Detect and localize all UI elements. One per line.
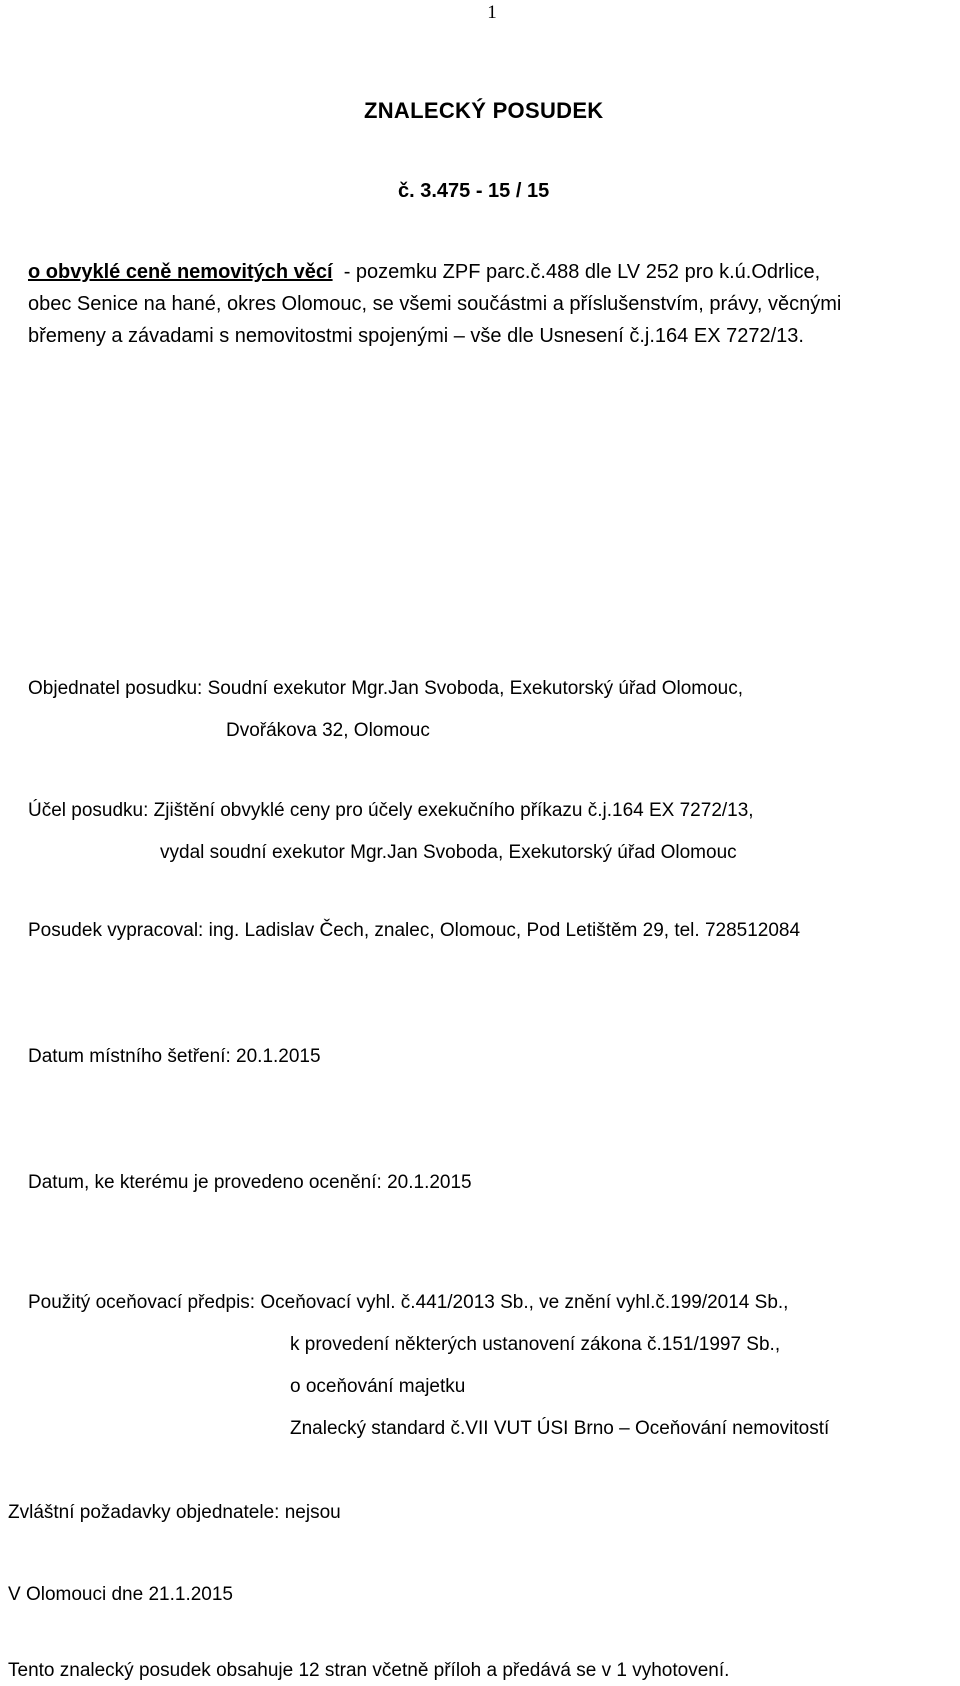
- closing-statement: Tento znalecký posudek obsahuje 12 stran včetně příloh a předává se v 1 vyhotovení.: [8, 1660, 730, 1681]
- ordered-by-line-2: Dvořákova 32, Olomouc: [226, 720, 430, 741]
- place-date: V Olomouci dne 21.1.2015: [8, 1584, 233, 1605]
- regulation-line-4: Znalecký standard č.VII VUT ÚSI Brno – Oceňování nemovitostí: [290, 1418, 830, 1439]
- valuation-date: Datum, ke kterému je provedeno ocenění: 20.1.2015: [28, 1172, 472, 1193]
- inspection-date: Datum místního šetření: 20.1.2015: [28, 1046, 321, 1067]
- purpose-line-2: vydal soudní exekutor Mgr.Jan Svoboda, Exekutorský úřad Olomouc: [160, 842, 737, 863]
- subject-lead: o obvyklé ceně nemovitých věcí: [28, 261, 333, 283]
- regulation-line-2: k provedení některých ustanovení zákona č.151/1997 Sb.,: [290, 1334, 781, 1355]
- subject-line-3: břemeny a závadami s nemovitostmi spojenými – vše dle Usnesení č.j.164 EX 7272/13.: [28, 325, 804, 347]
- subject-line-2: obec Senice na hané, okres Olomouc, se všemi součástmi a příslušenstvím, právy, věcnými: [28, 293, 842, 315]
- subject-block: [28, 256, 841, 352]
- page-number: 1: [487, 2, 497, 23]
- regulation-line-3: o oceňování majetku: [290, 1376, 466, 1397]
- author-line: Posudek vypracoval: ing. Ladislav Čech, znalec, Olomouc, Pod Letištěm 29, tel. 728512084: [28, 920, 801, 941]
- regulation-line-1: Použitý oceňovací předpis: Oceňovací vyhl. č.441/2013 Sb., ve znění vyhl.č.199/2014 Sb.,: [28, 1292, 789, 1313]
- document-title: ZNALECKÝ POSUDEK: [364, 98, 604, 123]
- subject-line-1: [28, 256, 841, 288]
- ordered-by-line-1: Objednatel posudku: Soudní exekutor Mgr.Jan Svoboda, Exekutorský úřad Olomouc,: [28, 678, 744, 699]
- document-number: č. 3.475 - 15 / 15: [398, 180, 550, 202]
- special-requirements: Zvláštní požadavky objednatele: nejsou: [8, 1502, 341, 1523]
- subject-rest: - pozemku ZPF parc.č.488 dle LV 252 pro k.ú.Odrlice,: [332, 261, 821, 283]
- purpose-line-1: Účel posudku: Zjištění obvyklé ceny pro účely exekučního příkazu č.j.164 EX 7272/13,: [28, 800, 754, 821]
